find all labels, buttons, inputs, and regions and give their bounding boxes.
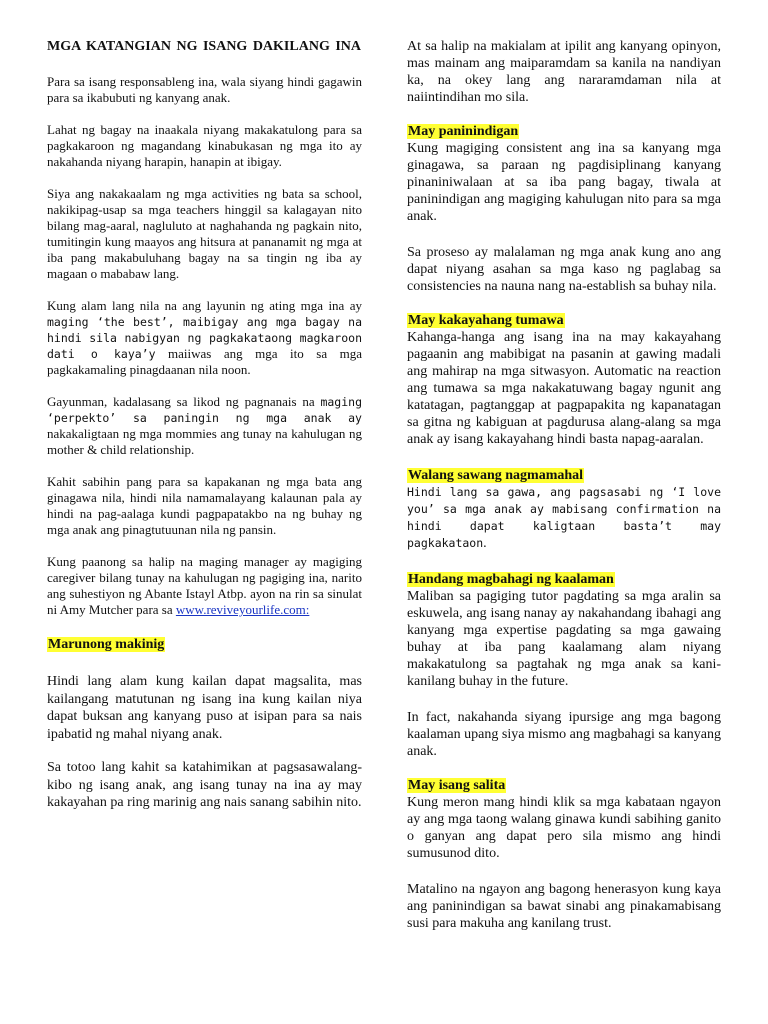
right-column <box>407 38 721 949</box>
paragraph-9: Sa totoo lang kahit sa katahimikan at pagsasawalang-kibo ng isang anak, ang isang tunay na ina ay may kakayahan pa ring marinig ang nais sanang sabihin nito. <box>47 760 362 810</box>
heading-may-isang-salita <box>407 777 721 794</box>
heading-handang-magbahagi <box>407 571 721 588</box>
heading-highlight: May paninindigan <box>408 124 519 139</box>
paragraph-right-5-period: . <box>483 536 487 551</box>
heading-highlight: Handang magbahagi ng kaalaman <box>408 572 614 587</box>
section-may-isang-salita <box>407 777 721 862</box>
heading-highlight: May kakayahang tumawa <box>408 313 564 328</box>
paragraph-right-6: Maliban sa pagiging tutor pagdating sa mga aralin sa eskuwela, ang isang nanay ay nakahandang ibahagi ang kanyang mga expertise pagdating sa mga gawaing buhay at iba pang kaalamang alam niyang makakatulong sa pagtahak ng mga anak sa kani-kanilang buhay in the future. <box>407 589 721 689</box>
paragraph-right-4: Kahanga-hanga ang isang ina na may kakayahang pagaanin ang mabibigat na pasanin at gawing madali ang mahirap na mga sitwasyon. Automatic na reaction ang tumawa sa mga nakakatuwang bagay ngunit ang katatagan, pagtanggap at pagpapakita ng kapanatagan sa gitna ng kabiguan at pagdurusa alang-alang sa mga anak ay isang kakayahang hindi basta napag-aaralan. <box>407 330 721 447</box>
paragraph-5-part-a: Gayunman, kadalasang sa likod ng pagnanais na <box>47 394 321 409</box>
paragraph-8: Hindi lang alam kung kailan dapat magsalita, mas kailangang matutunan ng isang ina kung kailan niya dapat buksan ang kanyang puso at isipan para sa nais ipabatid ng mahal niyang anak. <box>47 674 362 742</box>
section-handang-magbahagi <box>407 571 721 690</box>
heading-highlight: Marunong makinig <box>48 637 165 652</box>
paragraph-intro: Para sa isang responsableng ina, wala siyang hindi gagawin para sa ikabubuti ng kanyang anak. <box>47 74 362 105</box>
paragraph-4-mono-text: maging ‘the best’, maibigay ang mga bagay na hindi sila nabigyan ng pagkakataong magkaroon dati o kaya’y <box>47 315 362 361</box>
document-title: MGA KATANGIAN NG ISANG DAKILANG INA <box>47 39 362 54</box>
section-walang-sawang-nagmamahal <box>407 467 721 552</box>
paragraph-3: Siya ang nakakaalam ng mga activities ng bata sa school, nakikipag-usap sa mga teachers hinggil sa kalagayan nito bilang mag-aaral, nagluluto at naghahanda ng pagkain nito, tumitingin kung maayos ang hitsura at pananamit ng mga at iba pang makabuluhang bagay na sa tingin ng iba ay magaan o mababaw lang. <box>47 186 362 281</box>
paragraph-5 <box>47 394 362 458</box>
paragraph-right-5 <box>407 484 721 552</box>
heading-highlight: Walang sawang nagmamahal <box>408 468 584 483</box>
heading-walang-sawang-nagmamahal <box>407 467 721 484</box>
section-may-kakayahang-tumawa <box>407 312 721 448</box>
paragraph-5-mono-text: maging ‘perpekto’ sa paningin ng mga anak ay <box>47 395 362 425</box>
paragraph-right-5-mono-text: Hindi lang sa gawa, ang pagsasabi ng ‘I love you’ sa mga anak ay mabisang confirmation na hindi dapat kaligtaan basta’t may pagkakataon <box>407 485 721 550</box>
paragraph-right-2: Kung magiging consistent ang ina sa kanyang mga ginagawa, sa paraan ng pagdisiplinang kanyang pinaniniwalaan at sa iba pang bagay, tiwala at paninindigan ang magiging kahulugan nito para sa mga anak. <box>407 141 721 224</box>
paragraph-right-9: Matalino na ngayon ang bagong henerasyon kung kaya ang paninindigan sa bawat sinabi ang pinakamabisang susi para makuha ang kanilang trust. <box>407 882 721 931</box>
paragraph-2: Lahat ng bagay na inaakala niyang makakatulong para sa pagkakaroon ng magandang kinabukasan ng mga ito ay nakahanda niyang harapin, hanapin at ibigay. <box>47 122 362 169</box>
paragraph-right-8: Kung meron mang hindi klik sa mga kabataan ngayon ay ang mga taong walang ginawa kundi sabihing ganito o ganyan ang dapat pero sila mismo ang hindi sumusunod dito. <box>407 795 721 861</box>
paragraph-right-7: In fact, nakahanda siyang ipursige ang mga bagong kaalaman upang siya mismo ang magbahagi sa kanyang anak. <box>407 710 721 759</box>
paragraph-4-part-a: Kung alam lang nila na ang layunin ng ating mga ina ay <box>47 298 362 313</box>
paragraph-right-1: At sa halip na makialam at ipilit ang kanyang opinyon, mas mainam ang maiparamdam sa kanila na nandiyan ka, na okey lang ang nararamdaman nila at naiintindihan mo sila. <box>407 39 721 105</box>
section-may-paninindigan <box>407 123 721 225</box>
heading-may-kakayahang-tumawa <box>407 312 721 329</box>
paragraph-7-text: Kung paanong sa halip na maging manager ay magiging caregiver bilang tunay na kahulugan ng pagiging ina, narito ang suhestiyon ng Abante Istayl Atbp. ayon na rin sa sinulat ni Amy Mutcher para sa <box>47 554 362 617</box>
paragraph-4 <box>47 298 362 378</box>
heading-may-paninindigan <box>407 123 721 140</box>
paragraph-6: Kahit sabihin pang para sa kapakanan ng mga bata ang ginagawa nila, hindi nila namamalayang kalaunan pala ay hindi na pag-aalaga kundi pagpapatakbo na ng buhay ng mga anak ang pinagtutuunan nila ng pansin. <box>47 474 362 537</box>
paragraph-4-part-c: maiiwas ang mga ito sa mga pagkakamaling pinagdaanan nila noon. <box>47 346 362 377</box>
paragraph-5-part-c: nakakaligtaan ng mga mommies ang tunay na kahulugan ng mother & child relationship. <box>47 426 362 457</box>
paragraph-7 <box>47 554 362 618</box>
paragraph-right-3: Sa proseso ay malalaman ng mga anak kung ano ang dapat niyang asahan sa mga kaso ng paglabag sa consistencies na nauna nang na-establish sa buhay nila. <box>407 245 721 294</box>
heading-marunong-makinig <box>47 636 362 653</box>
left-column <box>47 38 362 828</box>
reviveyourlife-link[interactable]: www.reviveyourlife.com: <box>175 602 310 617</box>
heading-highlight: May isang salita <box>408 778 506 793</box>
